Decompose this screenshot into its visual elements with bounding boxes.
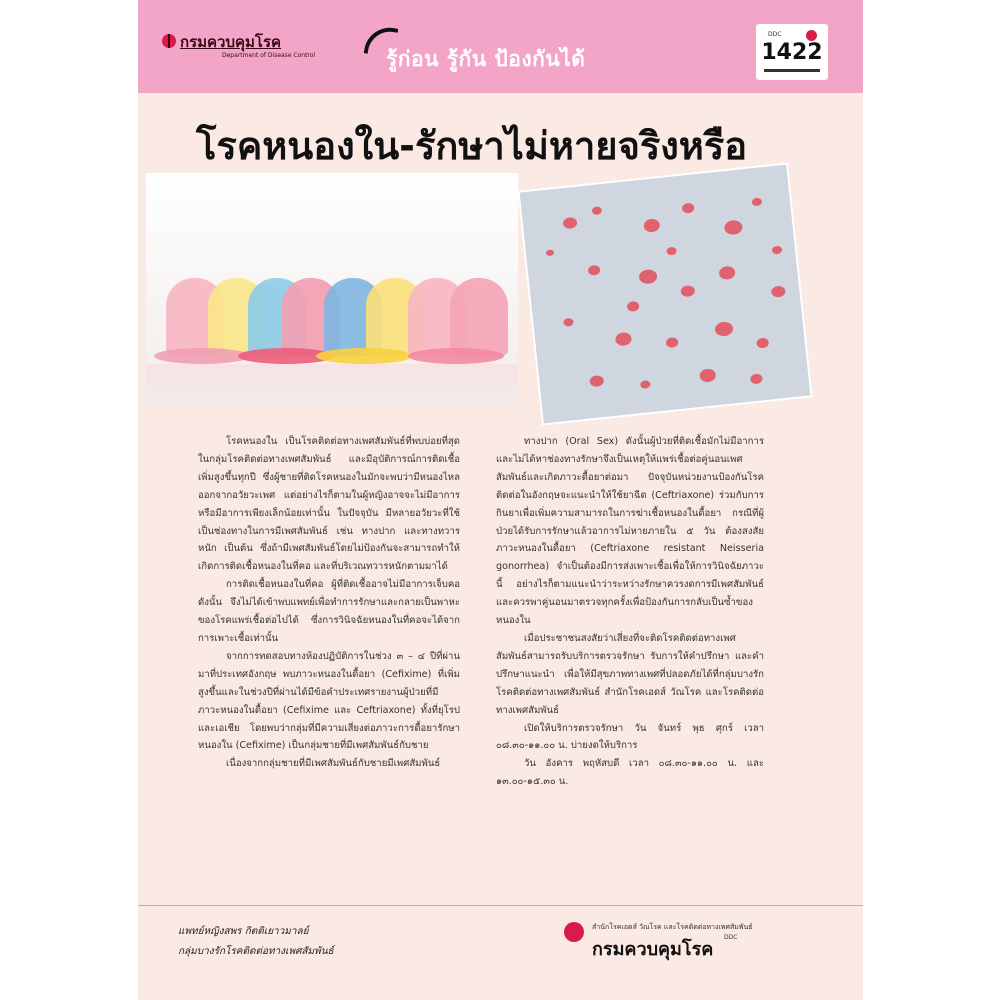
author-dept: กลุ่มบางรักโรคติดต่อทางเพศสัมพันธ์ (178, 946, 334, 957)
table-reflection (146, 364, 518, 408)
footer-logo-ddc: DDC (724, 934, 738, 941)
bacteria-cell (724, 220, 743, 236)
bacteria-cell (638, 269, 657, 285)
bacteria-cell (750, 373, 763, 384)
article-paragraph: การติดเชื้อหนองในที่คอ ผู้ที่ติดเชื้ออาจไม่มีอาการเจ็บคอ ดังนั้น จึงไม่ได้เข้าพบแพทย์เพื่อทำการรักษาและกลายเป็นพาหะของโรคแพร่เชื้อต่อไปได้ ซึ่งการวินิจฉัยหนองในที่คอจะได้จากการเพาะเชื้อเท่านั้น (198, 579, 460, 644)
right-column (496, 433, 764, 791)
bacteria-cell (680, 285, 695, 298)
author-name: แพทย์หญิงสพร กิตติเยาวมาลย์ (178, 926, 309, 937)
article-paragraph: ทางปาก (Oral Sex) ดังนั้นผู้ป่วยที่ติดเชื้อมักไม่มีอาการและไม่ได้หาช่องทางรักษาจึงเป็นเหตุให้แพร่เชื้อต่อคู่นอนเพศสัมพันธ์และเกิดภาวะดื้อยาต่อมา ปัจจุบันหน่วยงานป้องกันโรคติดต่อในอังกฤษจะแนะนำให้ใช้ยาฉีด (Ceftriaxone) ร่วมกับการกินยาเพื่อเพิ่มความสามารถในการฆ่าเชื้อหนองในดื้อยา กรณีที่ผู้ป่วยได้รับการรักษาแล้วอาการไม่หายภายใน ๕ วัน ต้องสงสัยภาวะหนองในดื้อยา (Ceftriaxone resistant Neisseria gonorrhea) จำเป็นต้องมีการส่งเพาะเชื้อเพื่อให้การวินิจฉัยภาวะนี้ อย่างไรก็ตามแนะนำว่าระหว่างรักษาควรงดการมีเพศสัมพันธ์และควรพาคู่นอนมาตรวจทุกครั้งเพื่อป้องกันการกลับเป็นซ้ำของหนองใน (496, 436, 764, 627)
bacteria-cell (615, 332, 632, 346)
hotline-number: 1422 (761, 40, 823, 65)
ladybug-icon (162, 34, 176, 48)
bacteria-cell (718, 266, 735, 280)
author-block (178, 922, 334, 962)
footer-logo-name: กรมควบคุมโรค (592, 939, 714, 960)
article-paragraph: เปิดให้บริการตรวจรักษา วัน จันทร์ พุธ ศุกร์ เวลา ๐๘.๓๐-๑๑.๐๐ น. บ่ายงดให้บริการ (496, 722, 764, 752)
gonorrhea-micrograph-photo (517, 162, 812, 425)
slogan: รู้ก่อน รู้กัน ป้องกันได้ (386, 47, 586, 71)
bacteria-cell (756, 337, 769, 348)
bacteria-cell (751, 197, 762, 206)
org-subtitle: Department of Disease Control (222, 52, 316, 59)
bacteria-cell (546, 249, 555, 256)
hotline-ddc-label: DDC (768, 31, 782, 38)
bacteria-cell (714, 321, 733, 337)
ladybug-icon (564, 922, 584, 942)
footer-divider (138, 905, 863, 906)
condom-shape (450, 278, 508, 356)
article-paragraph: โรคหนองใน เป็นโรคติดต่อทางเพศสัมพันธ์ที่พบบ่อยที่สุด ในกลุ่มโรคติดต่อทางเพศสัมพันธ์ และมีอุบัติการณ์การติดเชื้อเพิ่มสูงขึ้นทุกปี ซึ่งผู้ชายที่ติดโรคหนองในมักจะพบว่ามีหนองไหลออกจากอวัยวะเพศ แต่อย่างไรก็ตามในผู้หญิงอาจจะไม่มีอาการหรือมีอาการเพียงเล็กน้อยเท่านั้น ในปัจจุบัน มีหลายอวัยวะที่ใช้เป็นช่องทางในการมีเพศสัมพันธ์ เช่น ทางปาก และทางทวารหนัก เป็นต้น ซึ่งถ้ามีเพศสัมพันธ์โดยไม่ป้องกันจะสามารถทำให้เกิดการติดเชื้อหนองในที่คอ และที่บริเวณทวารหนักตามมาได้ (198, 436, 460, 573)
article-paragraph: จากการทดสอบทางห้องปฏิบัติการในช่วง ๓ – ๔ ปีที่ผ่านมาที่ประเทศอังกฤษ พบภาวะหนองในดื้อยา (Cefixime) ที่เพิ่มสูงขึ้นและในช่วงปีที่ผ่านได้มีข้อคำประเทศรายงานผู้ป่วยที่มีภาวะหนองในดื้อยา (Cefixime และ Ceftriaxone) ทั้งที่ยุโรปและเอเชีย โดยพบว่ากลุ่มที่มีความเสี่ยงต่อภาวะการดื้อยารักษาหนองใน (Cefixime) เป็นกลุ่มชายที่มีเพศสัมพันธ์กับชาย (198, 650, 460, 752)
bacteria-cell (771, 285, 786, 298)
org-name: กรมควบคุมโรค (180, 33, 282, 51)
article-title: โรคหนองใน-รักษาไม่หายจริงหรือ (196, 124, 748, 168)
hotline-badge (756, 24, 828, 80)
bacteria-cell (682, 203, 695, 214)
footer-logo (564, 918, 834, 968)
condom-ring (408, 348, 504, 364)
bacteria-cell (563, 217, 578, 230)
hotline-bar (764, 69, 820, 72)
bacteria-cell (592, 206, 603, 215)
bacteria-cell (563, 318, 574, 327)
condoms-photo (146, 173, 518, 408)
article-paragraph: เนื่องจากกลุ่มชายที่มีเพศสัมพันธ์กับชายมีเพศสัมพันธ์ (226, 758, 441, 770)
bacteria-cell (588, 265, 601, 276)
article-paragraph: เมื่อประชาชนสงสัยว่าเสี่ยงที่จะติดโรคติดต่อทางเพศสัมพันธ์สามารถรับบริการตรวจรักษา รับการให้คำปรึกษา และคำปรึกษาแนะนำ เพื่อให้มีสุขภาพทางเพศที่ปลอดภัยได้ที่กลุ่มบางรักโรคติดต่อทางเพศสัมพันธ์ สำนักโรคเอดส์ วัณโรค และโรคติดต่อทางเพศสัมพันธ์ (496, 632, 764, 716)
footer-logo-dept: สำนักโรคเอดส์ วัณโรค และโรคติดต่อทางเพศสัมพันธ์ (592, 923, 753, 931)
bacteria-cell (643, 218, 660, 232)
bacteria-cell (589, 375, 604, 388)
bacteria-cell (627, 301, 640, 312)
bacteria-cell (666, 247, 677, 256)
header-band (138, 0, 863, 93)
magazine-page (138, 0, 863, 1000)
ddc-logo (162, 30, 316, 70)
condom-ring (316, 348, 412, 364)
bacteria-cell (772, 246, 783, 255)
left-column (198, 433, 460, 773)
article-paragraph: วัน อังคาร พฤหัสบดี เวลา ๐๘.๓๐-๑๑.๐๐ น. และ ๑๓.๐๐-๑๕.๓๐ น. (496, 758, 764, 788)
bacteria-cell (666, 337, 679, 348)
condom-ring (154, 348, 250, 364)
bacteria-cell (699, 368, 716, 382)
bacteria-cell (640, 380, 651, 389)
